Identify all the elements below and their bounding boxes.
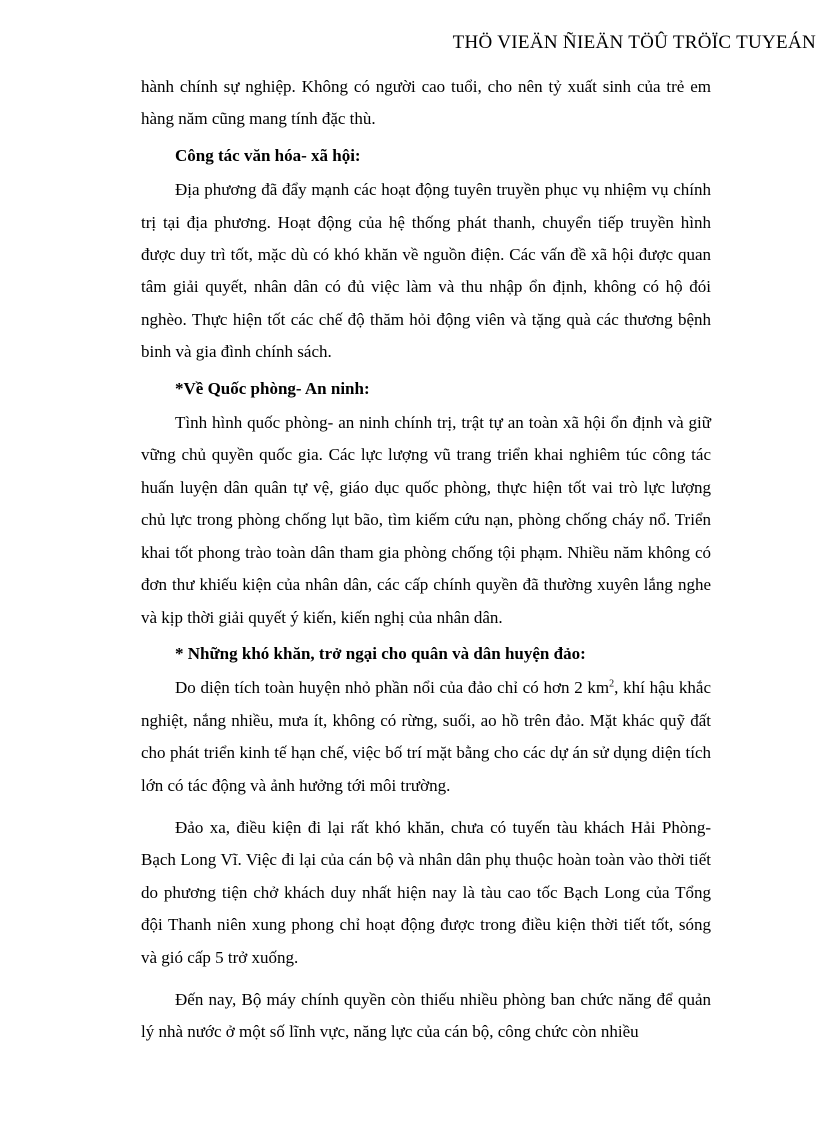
paragraph-culture-society: Địa phương đã đẩy mạnh các hoạt động tuyên truyền phục vụ nhiệm vụ chính trị tại địa phương. Hoạt động của hệ thống phát thanh, chuyển tiếp truyền hình được duy trì tốt, mặc dù có khó khăn về nguồn điện. Các vấn đề xã hội được quan tâm giải quyết, nhân dân có đủ việc làm và thu nhập ổn định, không có hộ đói nghèo. Thực hiện tốt các chế độ thăm hỏi động viên và tặng quà các thương bệnh binh và gia đình chính sách. [141, 180, 711, 362]
document-body [141, 71, 711, 1049]
header-title: THÖ VIEÄN ÑIEÄN TÖÛ TRÖÏC TUYEÁN [452, 32, 816, 53]
page-header [0, 32, 816, 54]
paragraph-continuation: hành chính sự nghiệp. Không có người cao tuổi, cho nên tỷ xuất sinh của trẻ em hàng năm cũng mang tính đặc thù. [141, 77, 711, 129]
area-text-after: , khí hậu khắc nghiệt, nắng nhiều, mưa ít, không có rừng, suối, ao hồ trên đảo. Mặt khác quỹ đất cho phát triển kinh tế hạn chế, việc bố trí mặt bằng cho các dự án sử dụng diện tích lớn có tác động và ảnh hưởng tới môi trường. [141, 678, 711, 795]
area-text-before: Do diện tích toàn huyện nhỏ phần nổi của đảo chỉ có hơn 2 km [175, 678, 610, 698]
heading-difficulties: * Những khó khăn, trở ngại cho quân và dân huyện đảo: [175, 643, 586, 663]
paragraph-area-climate [141, 672, 711, 802]
area-superscript: 2 [609, 678, 615, 690]
paragraph-transport: Đảo xa, điều kiện đi lại rất khó khăn, chưa có tuyến tàu khách Hải Phòng- Bạch Long Vĩ. Việc đi lại của cán bộ và nhân dân phụ thuộc hoàn toàn vào thời tiết do phương tiện chở khách duy nhất hiện nay là tàu cao tốc Bạch Long của Tổng đội Thanh niên xung phong chỉ hoạt động được trong điều kiện thời tiết tốt, sóng và gió cấp 5 trở xuống. [141, 817, 711, 967]
heading-defense-security: *Về Quốc phòng- An ninh: [175, 378, 370, 398]
paragraph-administration: Đến nay, Bộ máy chính quyền còn thiếu nhiều phòng ban chức năng để quản lý nhà nước ở một số lĩnh vực, năng lực của cán bộ, công chức còn nhiều [141, 989, 711, 1042]
heading-culture-society: Công tác văn hóa- xã hội: [175, 145, 361, 165]
paragraph-defense-security: Tình hình quốc phòng- an ninh chính trị, trật tự an toàn xã hội ổn định và giữ vững chủ quyền quốc gia. Các lực lượng vũ trang triển khai nghiêm túc công tác huấn luyện dân quân tự vệ, giáo dục quốc phòng, thực hiện tốt vai trò lực lượng chủ lực trong phòng chống lụt bão, tìm kiếm cứu nạn, phòng chống cháy nổ. Triển khai tốt phong trào toàn dân tham gia phòng chống tội phạm. Nhiều năm không có đơn thư khiếu kiện của nhân dân, các cấp chính quyền đã thường xuyên lắng nghe và kịp thời giải quyết ý kiến, kiến nghị của nhân dân. [141, 413, 711, 627]
